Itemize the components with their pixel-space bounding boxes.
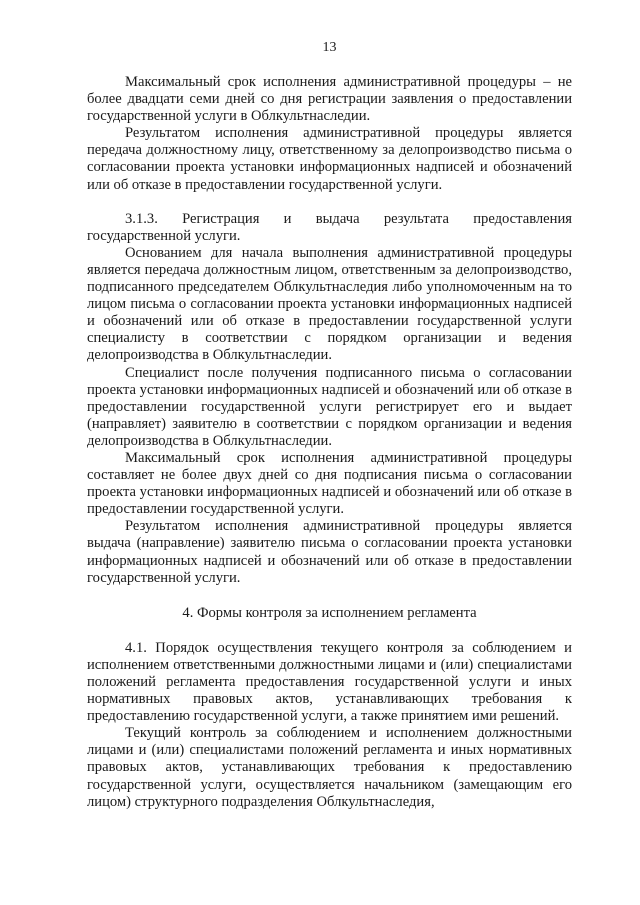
section-4-heading: 4. Формы контроля за исполнением регламента xyxy=(182,604,477,621)
paragraph-result-2: Результатом исполнения административной процедуры является выдача (направление) заявителю письма о согласовании проекта установки информационных надписей и обозначений или об отказе в предоставлении государственной услуги. xyxy=(87,518,572,586)
paragraph-result-1: Результатом исполнения административной процедуры является передача должностному лицу, ответственному за делопроизводство письма о согласовании проекта установки информационных надписей и обозначений или об отказе в предоставлении государственной услуги. xyxy=(87,125,572,193)
paragraph-basis: Основанием для начала выполнения административной процедуры является передача должностным лицом, ответственным за делопроизводство, подписанного председателем Облкультнаследия либо уполномоченным на то лицом письма о согласовании проекта установки информационных надписей и обозначений или об отказе в предоставлении государственной услуги специалисту в соответствии с порядком организации и ведения делопроизводства в Облкультнаследии. xyxy=(87,244,572,364)
paragraph-3-1-3: 3.1.3. Регистрация и выдача результата предоставления государственной услуги. xyxy=(87,210,572,244)
paragraph-4-1: 4.1. Порядок осуществления текущего контроля за соблюдением и исполнением ответственными должностными лицами и (или) специалистами положений регламента предоставления государственной услуги и иных нормативных правовых актов, устанавливающих требования к предоставлению государственной услуги, а также принятием ими решений. xyxy=(87,639,572,725)
page-number: 13 xyxy=(322,40,337,55)
paragraph-max-term-2: Максимальный срок исполнения административной процедуры составляет не более двух дней со дня подписания письма о согласовании проекта установки информационных надписей и обозначений или об отказе в предоставлении государственной услуги. xyxy=(87,449,572,518)
paragraph-current-control: Текущий контроль за соблюдением и исполнением должностными лицами и (или) специалистами положений регламента и иных нормативных правовых актов, устанавливающих требования к предоставлению государственной услуги, осуществляется начальником (замещающим его лицом) структурного подразделения Облкультнаследия, xyxy=(87,725,572,810)
paragraph-specialist: Специалист после получения подписанного письма о согласовании проекта установки информационных надписей и обозначений или об отказе в предоставлении государственной услуги регистрирует его и выдает (направляет) заявителю в соответствии с порядком организации и ведения делопроизводства в Облкультнаследии. xyxy=(87,364,572,449)
paragraph-max-term-1: Максимальный срок исполнения административной процедуры – не более двадцати семи дней со дня регистрации заявления о предоставлении государственной услуги в Облкультнаследии. xyxy=(87,74,572,125)
